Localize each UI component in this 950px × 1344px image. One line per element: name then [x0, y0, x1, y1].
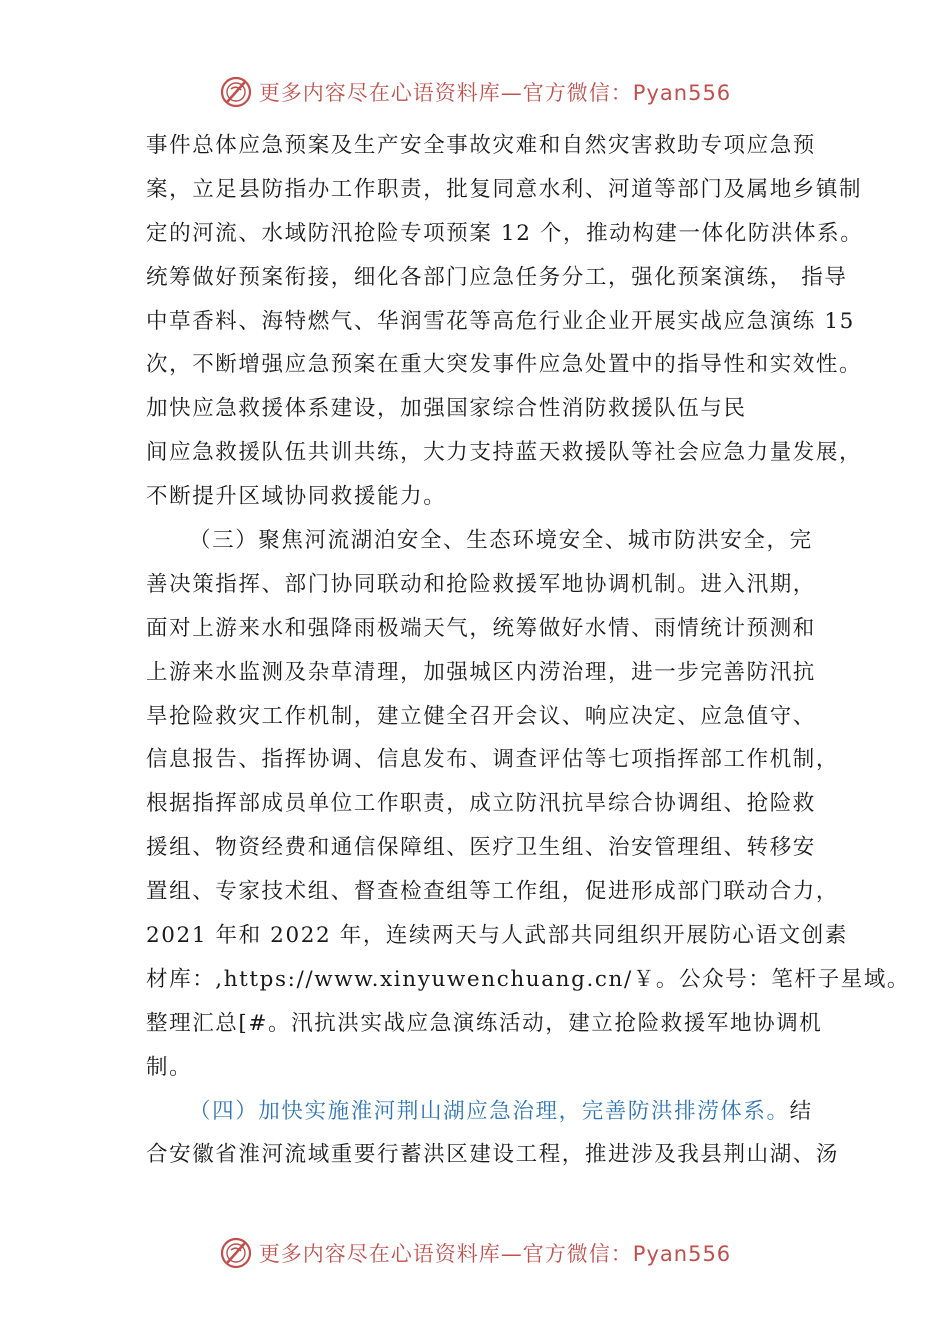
body-line: 不断提升区域协同救援能力。	[146, 484, 447, 510]
body-line: 善决策指挥、部门协同联动和抢险救援军地协调机制。进入汛期，	[146, 571, 816, 597]
body-line: 加快应急救援体系建设，加强国家综合性消防救援队伍与民	[146, 396, 747, 422]
body-line: 间应急救援队伍共训共练，大力支持蓝天救援队等社会应急力量发展，	[146, 440, 863, 466]
section-4-heading: （四）加快实施淮河荆山湖应急治理，完善防洪排涝体系。	[189, 1098, 790, 1124]
body-line: 旱抢险救灾工作机制，建立健全召开会议、响应决定、应急值守、	[146, 703, 816, 729]
section-3-heading-line: （三）聚焦河流湖泊安全、生态环境安全、城市防洪安全，完	[189, 528, 813, 554]
header-banner-text: 更多内容尽在心语资料库—官方微信：Pyan556	[258, 81, 732, 105]
section-4-continuation: 结	[789, 1098, 813, 1124]
body-line: 中草香料、海特燃气、华润雪花等高危行业企业开展实战应急演练 15	[146, 308, 855, 334]
body-line: 置组、专家技术组、督查检查组等工作组，促进形成部门联动合力，	[146, 879, 840, 905]
logo-seal-icon	[219, 75, 253, 109]
document-body	[146, 124, 911, 1177]
logo-seal-icon	[219, 1236, 253, 1270]
body-line: 材库：,https://www.xinyuwenchuang.cn/￥。公众号：笔杆子星域。	[146, 966, 911, 992]
body-line: 次，不断增强应急预案在重大突发事件应急处置中的指导性和实效性。	[146, 352, 863, 378]
body-line: 根据指挥部成员单位工作职责，成立防汛抗旱综合协调组、抢险救	[146, 791, 816, 817]
body-line: 事件总体应急预案及生产安全事故灾难和自然灾害救助专项应急预	[146, 133, 816, 158]
body-line: 面对上游来水和强降雨极端天气，统筹做好水情、雨情统计预测和	[146, 615, 816, 641]
body-line: 整理汇总[#。汛抗洪实战应急演练活动，建立抢险救援军地协调机	[146, 1010, 823, 1036]
body-line: 上游来水监测及杂草清理，加强城区内涝治理，进一步完善防汛抗	[146, 659, 816, 685]
body-line: 制。	[146, 1054, 193, 1080]
body-line: 2021 年和 2022 年，连续两天与人武部共同组织开展防心语文创素	[146, 923, 848, 949]
body-line: 定的河流、水域防汛抢险专项预案 12 个，推动构建一体化防洪体系。	[146, 220, 864, 246]
body-line: 合安徽省淮河流域重要行蓄洪区建设工程，推进涉及我县荆山湖、汤	[146, 1142, 840, 1168]
header-banner	[0, 72, 950, 112]
footer-banner-text: 更多内容尽在心语资料库—官方微信：Pyan556	[258, 1242, 732, 1266]
footer-banner	[0, 1233, 950, 1273]
body-line: 援组、物资经费和通信保障组、医疗卫生组、治安管理组、转移安	[146, 835, 816, 861]
section-4-heading-line	[146, 1090, 826, 1134]
body-line: 信息报告、指挥协调、信息发布、调查评估等七项指挥部工作机制，	[146, 747, 840, 773]
body-line: 案，立足县防指办工作职责，批复同意水利、河道等部门及属地乡镇制	[146, 176, 863, 202]
body-line: 统筹做好预案衔接，细化各部门应急任务分工，强化预案演练， 指导	[146, 264, 848, 290]
